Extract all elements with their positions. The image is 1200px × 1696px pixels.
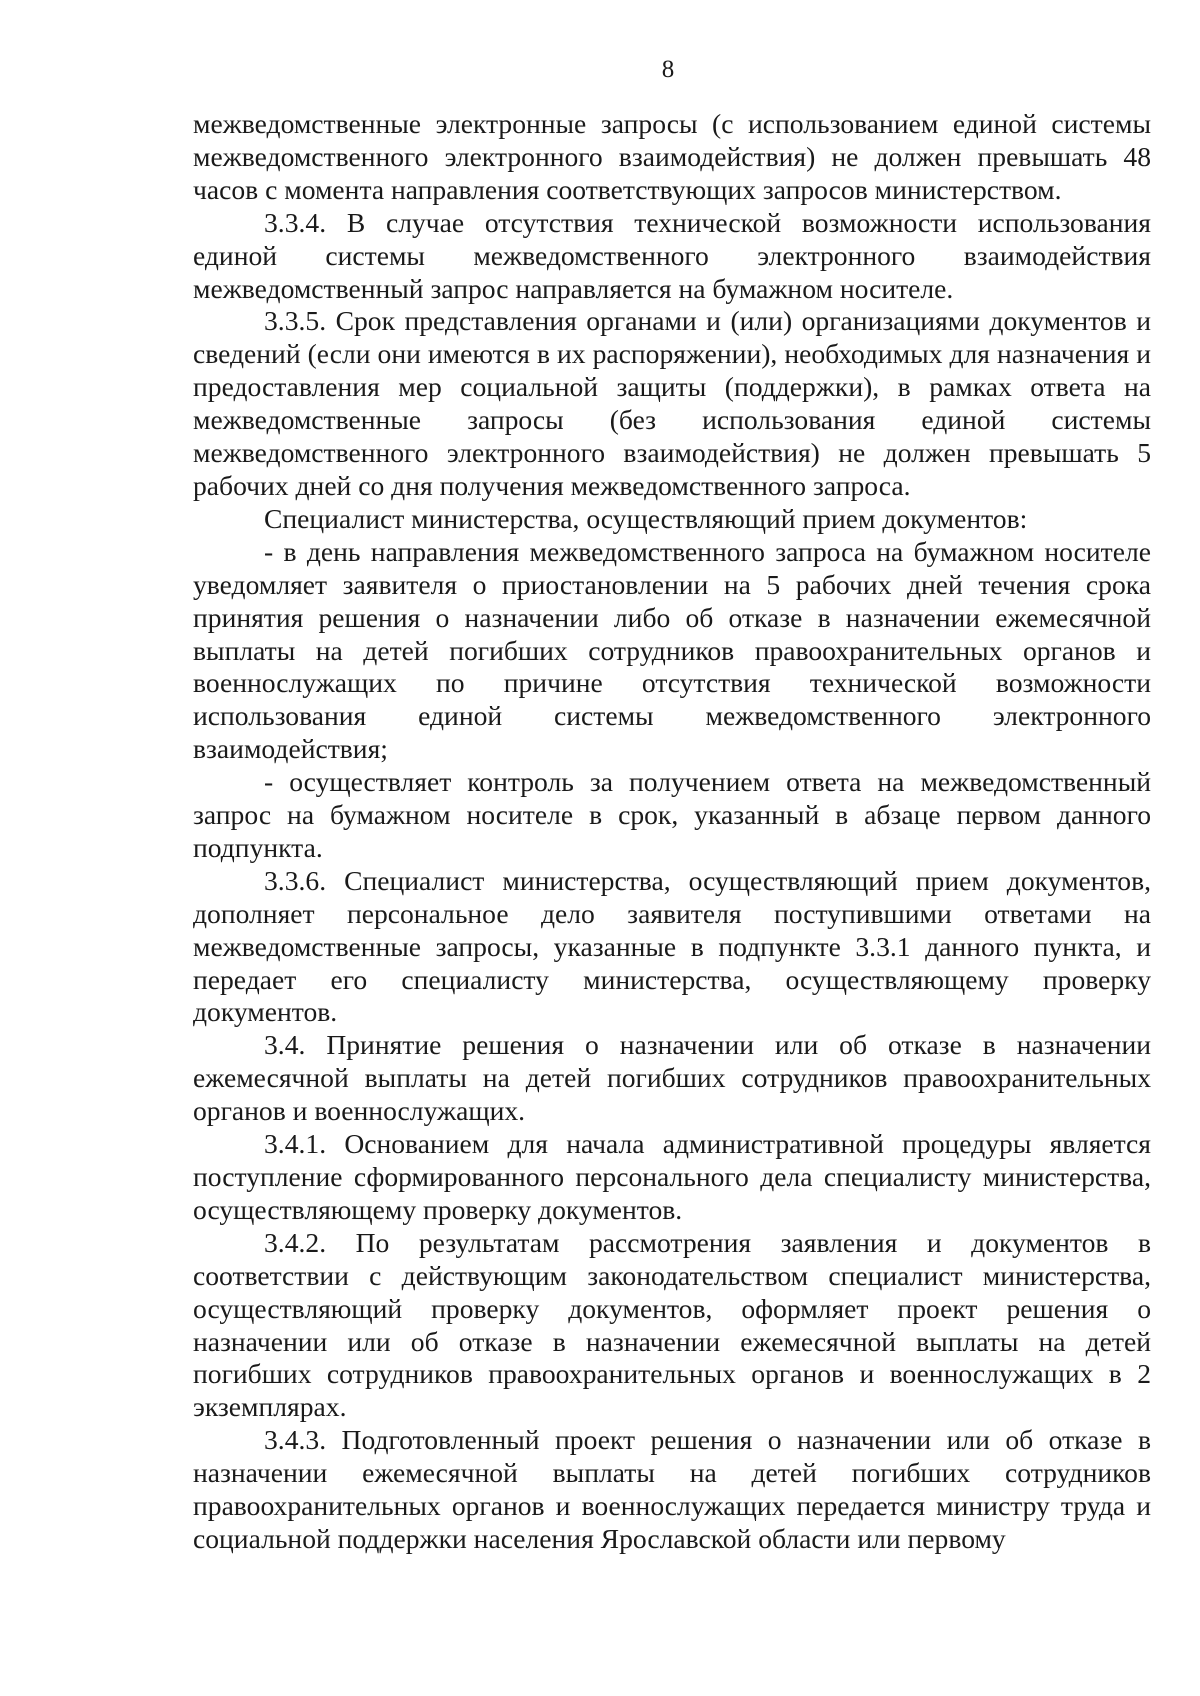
- paragraph-specialist-intro: Специалист министерства, осуществляющий прием документов:: [264, 502, 1028, 534]
- paragraph-bullet-control: - осуществляет контроль за получением ответа на межведомственный запрос на бумажном носителе в срок, указанный в абзаце первом данного подпункта.: [193, 766, 1151, 863]
- paragraph-3-4-1: 3.4.1. Основанием для начала административной процедуры является поступление сформированного персонального дела специалисту министерства, осуществляющему проверку документов.: [193, 1128, 1151, 1225]
- paragraph-3-3-4: 3.3.4. В случае отсутствия технической возможности использования единой системы межведомственного электронного взаимодействия межведомственный запрос направляется на бумажном носителе.: [193, 206, 1151, 304]
- paragraph-continuation: межведомственные электронные запросы (с использованием единой системы межведомственного электронного взаимодействия) не должен превышать 48 часов с момента направления соответствующих запросов министерством.: [193, 108, 1151, 205]
- paragraph-3-4-2: 3.4.2. По результатам рассмотрения заявления и документов в соответствии с действующим законодательством специалист министерства, осуществляющий проверку документов, оформляет проект решения о назначении или об отказе в назначении ежемесячной выплаты на детей погибших сотрудников правоохранительных органов и военнослужащих в 2 экземплярах.: [193, 1226, 1151, 1423]
- body-text: [193, 108, 1151, 1556]
- page-number: 8: [661, 56, 675, 83]
- paragraph-3-4: 3.4. Принятие решения о назначении или об отказе в назначении ежемесячной выплаты на детей погибших сотрудников правоохранительных органов и военнослужащих.: [193, 1029, 1151, 1127]
- paragraph-3-3-5: 3.3.5. Срок представления органами и (или) организациями документов и сведений (если они имеются в их распоряжении), необходимых для назначения и предоставления мер социальной защиты (поддержки), в рамках ответа на межведомственные запросы (без использования единой системы межведомственного электронного взаимодействия) не должен превышать 5 рабочих дней со дня получения межведомственного запроса.: [193, 305, 1151, 501]
- paragraph-3-3-6: 3.3.6. Специалист министерства, осуществляющий прием документов, дополняет персональное дело заявителя поступившими ответами на межведомственные запросы, указанные в подпункте 3.3.1 данного пункта, и передает его специалисту министерства, осуществляющему проверку документов.: [193, 864, 1151, 1028]
- paragraph-bullet-notify: - в день направления межведомственного запроса на бумажном носителе уведомляет заявителя о приостановлении на 5 рабочих дней течения срока принятия решения о назначении либо об отказе в назначении ежемесячной выплаты на детей погибших сотрудников правоохранительных органов и военнослужащих по причине отсутствия технической возможности использования единой системы межведомственного электронного взаимодействия;: [193, 535, 1151, 765]
- paragraph-3-4-3: 3.4.3. Подготовленный проект решения о назначении или об отказе в назначении ежемесячной выплаты на детей погибших сотрудников правоохранительных органов и военнослужащих передается министру труда и социальной поддержки населения Ярославской области или первому: [193, 1424, 1151, 1554]
